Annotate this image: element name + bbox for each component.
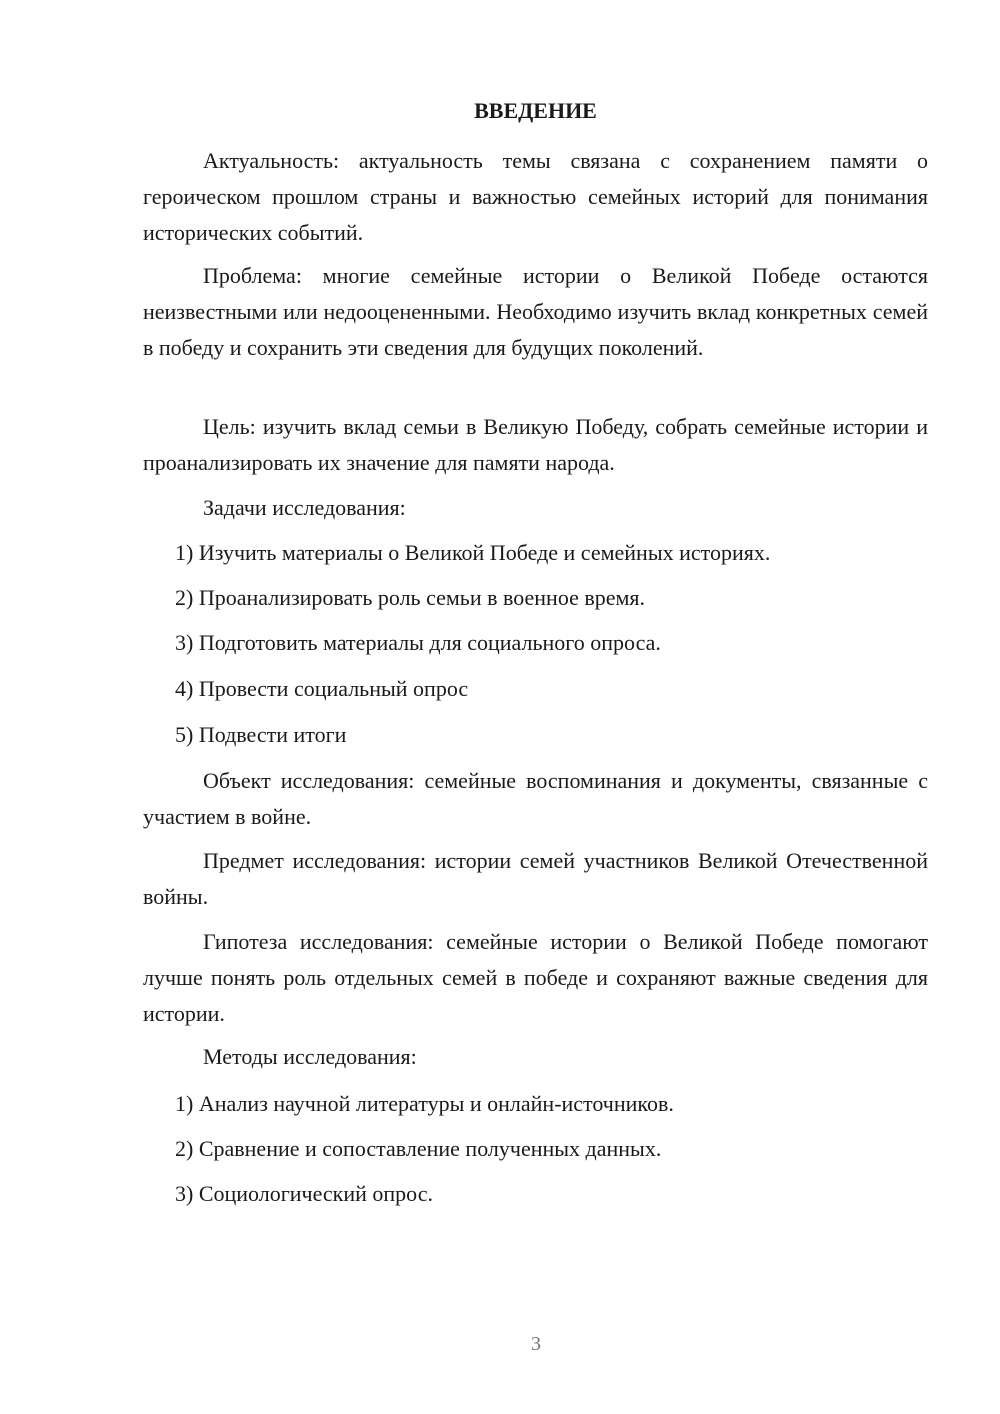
method-item: 2) Сравнение и сопоставление полученных данных. <box>175 1136 662 1161</box>
task-item: 2) Проанализировать роль семьи в военное время. <box>175 585 646 610</box>
problem-paragraph: Проблема: многие семейные истории о Великой Победе остаются неизвестными или недооцененными. Необходимо изучить вклад конкретных семей в победу и сохранить эти сведения для будущих поколений. <box>143 263 928 360</box>
page-number: 3 <box>531 1333 541 1355</box>
task-item: 4) Провести социальный опрос <box>175 676 469 701</box>
methods-heading: Методы исследования: <box>203 1044 417 1069</box>
subject-paragraph: Предмет исследования: истории семей участников Великой Отечественной войны. <box>143 848 928 909</box>
method-item: 1) Анализ научной литературы и онлайн-источников. <box>175 1091 674 1116</box>
hypothesis-paragraph: Гипотеза исследования: семейные истории о Великой Победе помогают лучше понять роль отдельных семей в победе и сохраняют важные сведения для истории. <box>143 929 928 1026</box>
object-paragraph: Объект исследования: семейные воспоминания и документы, связанные с участием в войне. <box>143 768 928 829</box>
tasks-heading: Задачи исследования: <box>203 495 406 520</box>
task-item: 3) Подготовить материалы для социального опроса. <box>175 630 661 655</box>
section-title: ВВЕДЕНИЕ <box>474 98 597 123</box>
task-item: 1) Изучить материалы о Великой Победе и семейных историях. <box>175 540 771 565</box>
goal-paragraph: Цель: изучить вклад семьи в Великую Победу, собрать семейные истории и проанализировать их значение для памяти народа. <box>143 414 928 475</box>
method-item: 3) Социологический опрос. <box>175 1181 433 1206</box>
relevance-paragraph: Актуальность: актуальность темы связана с сохранением памяти о героическом прошлом страны и важностью семейных историй для понимания исторических событий. <box>143 148 928 245</box>
task-item: 5) Подвести итоги <box>175 722 347 747</box>
